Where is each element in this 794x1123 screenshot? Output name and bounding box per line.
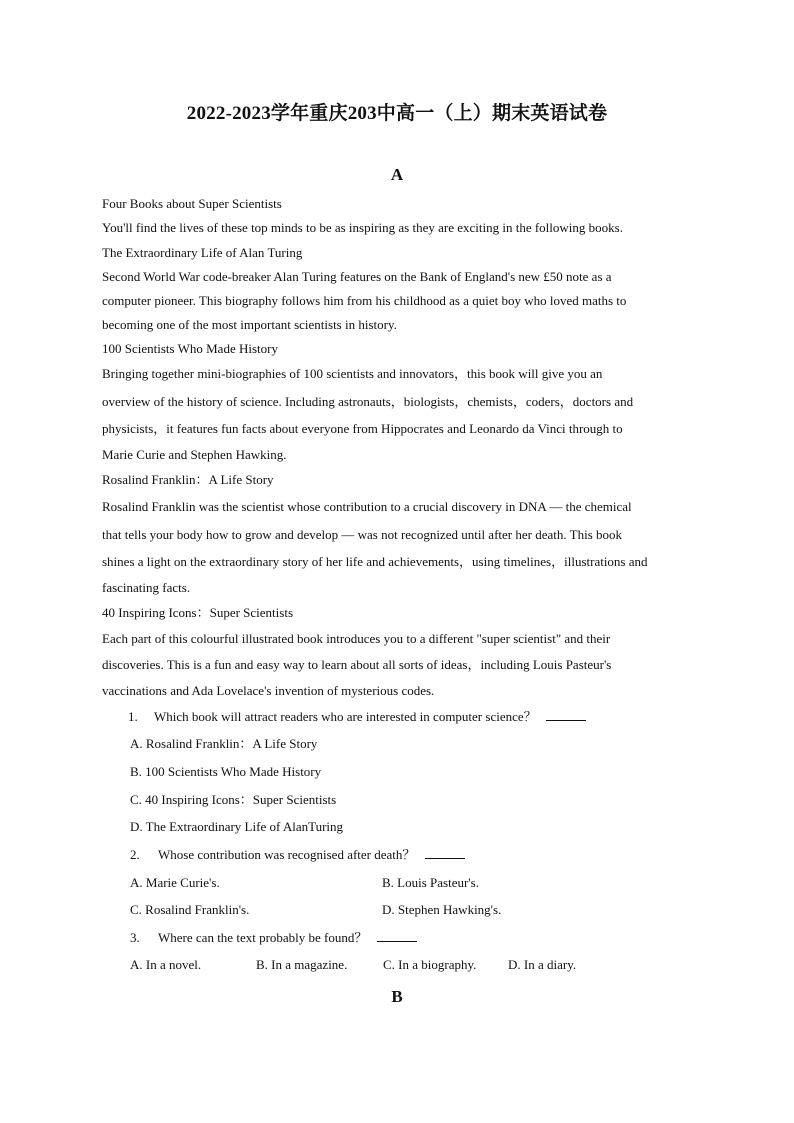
option-c[interactable]: C. In a biography. <box>383 957 477 972</box>
page-title: 2022-2023学年重庆203中高一（上）期末英语试卷 <box>186 103 608 124</box>
passage-intro: You'll find the lives of these top minds to be as inspiring as they are exciting in the following books. <box>102 220 623 235</box>
option-b[interactable]: B. Louis Pasteur's. <box>382 875 479 890</box>
answer-blank[interactable] <box>425 848 465 859</box>
book-description-line: fascinating facts. <box>102 580 191 595</box>
book-title: 40 Inspiring Icons：Super Scientists <box>102 605 294 620</box>
book-description-line: that tells your body how to grow and develop — was not recognized until after her death. This book <box>102 527 622 542</box>
section-heading-a: A <box>390 165 404 184</box>
book-description-line: Second World War code-breaker Alan Turing features on the Bank of England's new £50 note as a <box>102 269 612 284</box>
section-heading-b: B <box>391 987 403 1006</box>
question-text: Which book will attract readers who are interested in computer science？ <box>154 709 537 724</box>
question-text: Whose contribution was recognised after death？ <box>158 847 416 862</box>
book-title: 100 Scientists Who Made History <box>102 341 278 356</box>
book-description-line: shines a light on the extraordinary story of her life and achievements，using timelines，illustrations and <box>102 554 648 569</box>
book-description-line: becoming one of the most important scientists in history. <box>102 317 397 332</box>
book-title: The Extraordinary Life of Alan Turing <box>102 245 303 260</box>
question-3 <box>130 930 417 946</box>
option-c[interactable]: C. Rosalind Franklin's. <box>130 902 250 917</box>
question-number: 1. <box>128 709 138 724</box>
option-a[interactable]: A. Rosalind Franklin：A Life Story <box>130 736 318 751</box>
option-d[interactable]: D. The Extraordinary Life of AlanTuring <box>130 819 344 834</box>
book-description-line: Rosalind Franklin was the scientist whose contribution to a crucial discovery in DNA — the chemical <box>102 499 632 514</box>
option-a[interactable]: A. Marie Curie's. <box>130 875 220 890</box>
answer-blank[interactable] <box>377 931 417 942</box>
question-1 <box>128 709 586 725</box>
book-description-line: physicists，it features fun facts about everyone from Hippocrates and Leonardo da Vinci through to <box>102 421 623 436</box>
question-2 <box>130 847 465 863</box>
book-description-line: vaccinations and Ada Lovelace's invention of mysterious codes. <box>102 683 435 698</box>
book-description-line: Bringing together mini-biographies of 100 scientists and innovators，this book will give you an <box>102 366 603 381</box>
option-b[interactable]: B. In a magazine. <box>256 957 348 972</box>
book-title: Rosalind Franklin：A Life Story <box>102 472 274 487</box>
passage-heading: Four Books about Super Scientists <box>102 196 282 211</box>
book-description-line: Each part of this colourful illustrated book introduces you to a different "super scientist" and their <box>102 631 611 646</box>
option-a[interactable]: A. In a novel. <box>130 957 202 972</box>
book-description-line: computer pioneer. This biography follows him from his childhood as a quiet boy who loved maths to <box>102 293 627 308</box>
question-text: Where can the text probably be found？ <box>158 930 368 945</box>
option-d[interactable]: D. Stephen Hawking's. <box>382 902 502 917</box>
book-description-line: Marie Curie and Stephen Hawking. <box>102 447 287 462</box>
book-description-line: overview of the history of science. Including astronauts，biologists，chemists，coders，doctors and <box>102 394 634 409</box>
option-b[interactable]: B. 100 Scientists Who Made History <box>130 764 322 779</box>
option-d[interactable]: D. In a diary. <box>508 957 577 972</box>
question-number: 3. <box>130 930 140 945</box>
book-description-line: discoveries. This is a fun and easy way to learn about all sorts of ideas，including Louis Pasteur's <box>102 657 612 672</box>
option-c[interactable]: C. 40 Inspiring Icons：Super Scientists <box>130 792 337 807</box>
answer-blank[interactable] <box>546 710 586 721</box>
question-number: 2. <box>130 847 140 862</box>
